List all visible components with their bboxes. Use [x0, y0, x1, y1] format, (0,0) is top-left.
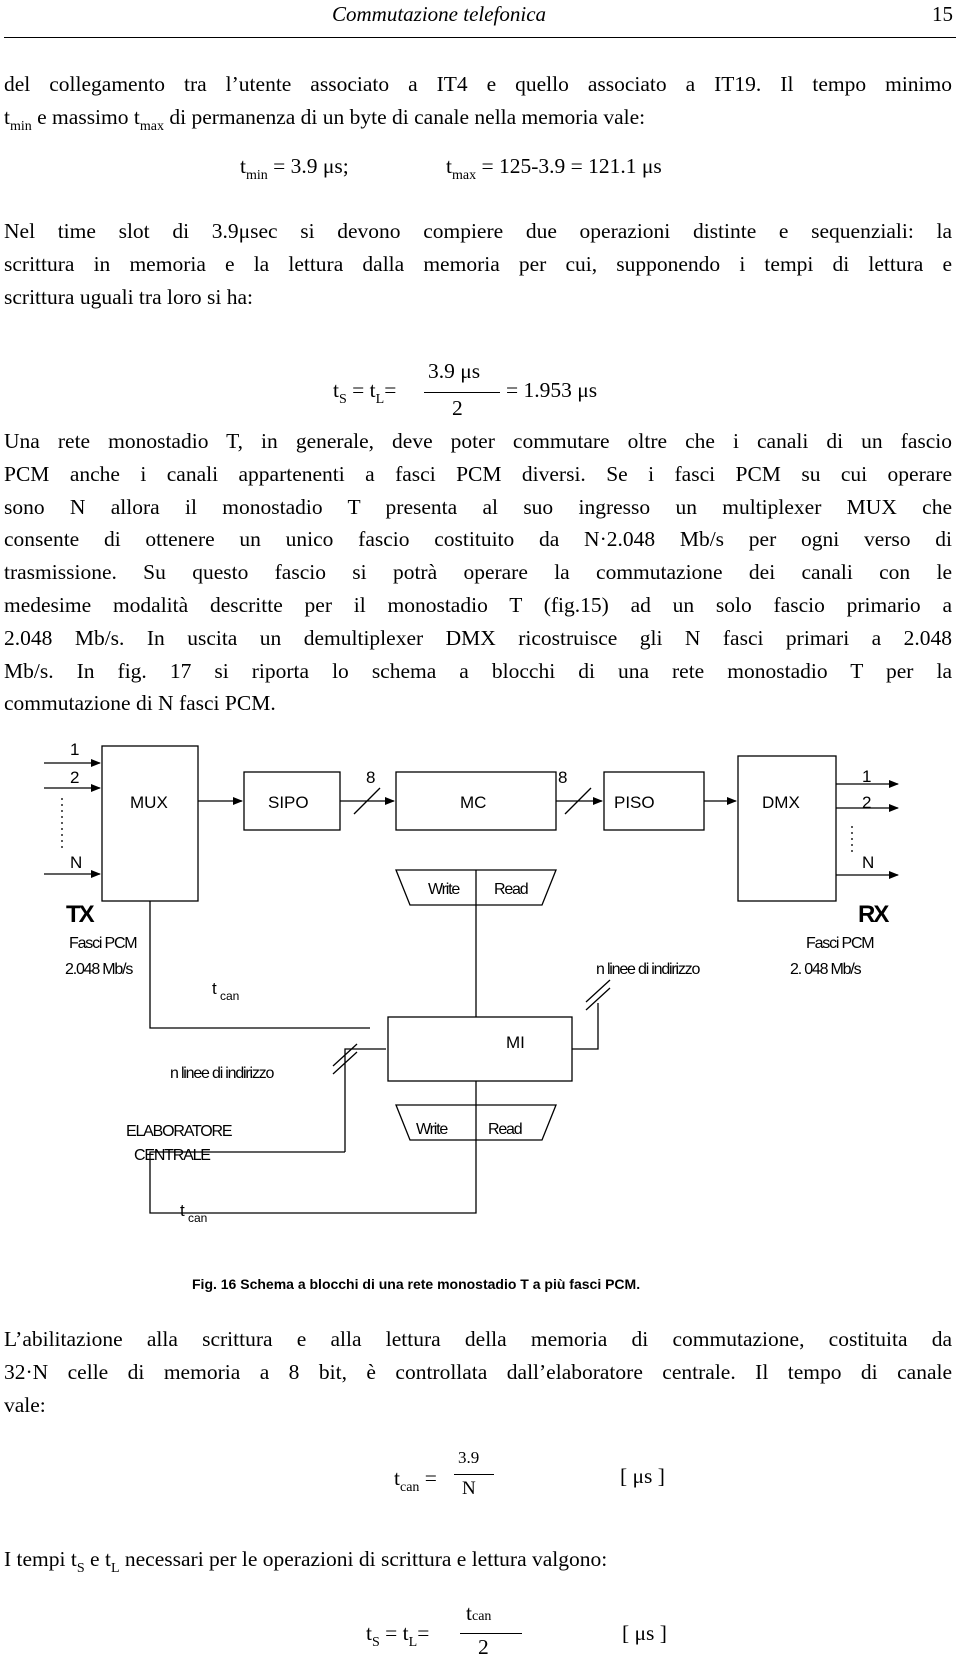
equals: =	[417, 1621, 430, 1645]
output-label-n: N	[862, 853, 875, 872]
value-tmin: = 3.9 μs;	[267, 154, 349, 178]
mc-label: MC	[460, 793, 487, 812]
text-run: necessari per le operazioni di scrittura e lettura valgono:	[119, 1547, 608, 1571]
fraction-bar	[424, 392, 500, 393]
text-run: di permanenza di un byte di canale nella memoria vale:	[163, 104, 646, 129]
running-header	[0, 0, 960, 44]
cpu-label-line1: ELABORATORE	[126, 1123, 232, 1140]
symbol-t: t	[240, 154, 246, 178]
paragraph-2	[4, 215, 952, 313]
equals: = t	[379, 1621, 409, 1645]
paragraph-3	[4, 425, 952, 720]
mi-block	[388, 1017, 572, 1081]
sipo-label: SIPO	[268, 793, 309, 812]
equation-ts-tl-tcan	[366, 1621, 430, 1650]
paragraph-line: Mb/s. In fig. 17 si riporta lo schema a blocchi di una rete monostadio T per la	[4, 658, 952, 683]
text-run: e massimo t	[31, 104, 140, 129]
symbol-t: t	[446, 154, 452, 178]
figure-caption: Fig. 16 Schema a blocchi di una rete monostadio T a più fasci PCM.	[192, 1276, 641, 1292]
equals: = t	[346, 378, 376, 402]
subscript-s: S	[338, 392, 347, 407]
tx-label: TX	[66, 901, 93, 928]
paragraph-line: del collegamento tra l’utente associato a IT4 e quello associato a IT19. Il tempo minimo	[4, 72, 952, 96]
paragraph-line	[4, 101, 952, 138]
input-label-n: N	[70, 853, 83, 872]
paragraph-5	[4, 1543, 952, 1580]
address-label-left: n linee di indirizzo	[170, 1065, 274, 1082]
mux-label: MUX	[130, 793, 168, 812]
fraction-denominator: 2	[452, 396, 463, 420]
paragraph-line	[4, 1543, 952, 1580]
piso-label: PISO	[614, 793, 655, 812]
dmx-block	[738, 756, 836, 901]
header-rule	[4, 37, 956, 38]
rx-rate-label: 2. 048 Mb/s	[790, 961, 861, 978]
running-title: Commutazione telefonica	[332, 2, 547, 26]
subscript-can: can	[399, 1480, 420, 1495]
symbol-t: t	[4, 104, 10, 129]
fraction-result: = 1.953 μs	[506, 378, 598, 402]
input-label-1: 1	[70, 740, 80, 759]
bus-width-label: 8	[366, 768, 376, 787]
read-label-bottom: Read	[488, 1121, 522, 1138]
tx-rate-label: 2.048 Mb/s	[65, 961, 133, 978]
write-label: Write	[428, 881, 460, 898]
symbol-t: t	[394, 1466, 400, 1490]
equals: =	[419, 1466, 437, 1490]
read-label: Read	[494, 881, 528, 898]
cpu-label-line2: CENTRALE	[134, 1147, 210, 1164]
text-run: e t	[84, 1547, 111, 1571]
unit-us: [ μs ]	[620, 1464, 665, 1488]
mux-block	[102, 746, 198, 901]
fraction-bar	[460, 1633, 522, 1634]
paragraph-line: Una rete monostadio T, in generale, deve poter commutare oltre che i canali di un fascio	[4, 429, 952, 453]
paragraph-line: PCM anche i canali appartenenti a fasci PCM diversi. Se i fasci PCM su cui operare	[4, 461, 952, 486]
tcan-symbol: t	[180, 1201, 185, 1220]
write-label-bottom: Write	[416, 1121, 448, 1138]
bus-width-label: 8	[558, 768, 568, 787]
subscript-s: S	[76, 1561, 85, 1576]
address-line-left	[345, 1049, 386, 1152]
page-number: 15	[932, 2, 953, 26]
output-label-2: 2	[862, 793, 872, 812]
rx-label: RX	[858, 901, 888, 928]
subscript-l: L	[375, 392, 385, 407]
equation-tcan	[394, 1466, 437, 1495]
paragraph-line: vale:	[4, 1392, 46, 1417]
mi-label: MI	[506, 1033, 525, 1052]
fraction-bar	[454, 1474, 494, 1475]
fraction-numerator	[466, 1601, 491, 1626]
subscript-l: L	[408, 1635, 418, 1650]
paragraph-line: scrittura in memoria e la lettura dalla memoria per cui, supponendo i tempi di lettura e	[4, 251, 952, 276]
paragraph-line: scrittura uguali tra loro si ha:	[4, 284, 253, 309]
fraction-numerator: 3.9 μs	[428, 359, 481, 383]
paragraph-line: 32·N celle di memoria a 8 bit, è controllata dall’elaboratore centrale. Il tempo di canale	[4, 1359, 952, 1384]
dmx-label: DMX	[762, 793, 800, 812]
subscript-l: L	[110, 1561, 120, 1576]
text-run: I tempi t	[4, 1547, 77, 1571]
paragraph-line: trasmissione. Su questo fascio si potrà operare la commutazione dei canali con le	[4, 560, 952, 585]
tcan-subscript: can	[188, 1211, 208, 1225]
input-label-2: 2	[70, 768, 80, 787]
equation-ts-tl	[333, 378, 397, 407]
paragraph-line: L’abilitazione alla scrittura e alla lettura della memoria di commutazione, costituita da	[4, 1327, 952, 1351]
subscript-max: max	[451, 168, 477, 183]
paragraph-line: sono N allora il monostadio T presenta al suo ingresso un multiplexer MUX che	[4, 494, 952, 519]
paragraph-line: consente di ottenere un unico fascio costituito da N·2.048 Mb/s per ogni verso di	[4, 527, 952, 552]
subscript-max: max	[139, 118, 164, 134]
subscript-min: min	[245, 168, 268, 183]
output-label-1: 1	[862, 767, 872, 786]
fraction-numerator: 3.9	[458, 1448, 480, 1467]
fraction-denominator: 2	[478, 1635, 489, 1659]
value-tmax: = 125-3.9 = 121.1 μs	[476, 154, 662, 178]
paragraph-line: commutazione di N fasci PCM.	[4, 691, 276, 716]
symbol-t: t	[466, 1601, 472, 1625]
paragraph-4	[4, 1323, 952, 1421]
unit-us: [ μs ]	[622, 1621, 667, 1645]
paragraph-1	[4, 68, 952, 138]
equation-tmax	[446, 154, 662, 183]
subscript-can: can	[471, 1609, 492, 1624]
tcan-subscript: can	[220, 989, 240, 1003]
tx-fasci-label: Fasci PCM	[69, 935, 137, 952]
subscript-min: min	[9, 118, 32, 134]
paragraph-line: medesime modalità descritte per il monostadio T (fig.15) ad un solo fascio primario a	[4, 592, 952, 617]
equals: =	[384, 378, 397, 402]
tcan-line	[150, 901, 370, 1028]
paragraph-line: 2.048 Mb/s. In uscita un demultiplexer DMX ricostruisce gli N fasci primari a 2.048	[4, 625, 952, 650]
rx-fasci-label: Fasci PCM	[806, 935, 874, 952]
symbol-t: t	[366, 1621, 372, 1645]
address-label-right: n linee di indirizzo	[596, 961, 700, 978]
block-diagram	[0, 730, 960, 1250]
tcan-symbol: t	[212, 979, 217, 998]
symbol-t: t	[333, 378, 339, 402]
paragraph-line: Nel time slot di 3.9μsec si devono compiere due operazioni distinte e sequenziali: la	[4, 219, 952, 243]
subscript-s: S	[371, 1635, 380, 1650]
address-line-right	[572, 1003, 598, 1049]
fraction-denominator: N	[462, 1478, 476, 1499]
equation-tmin	[240, 154, 349, 183]
